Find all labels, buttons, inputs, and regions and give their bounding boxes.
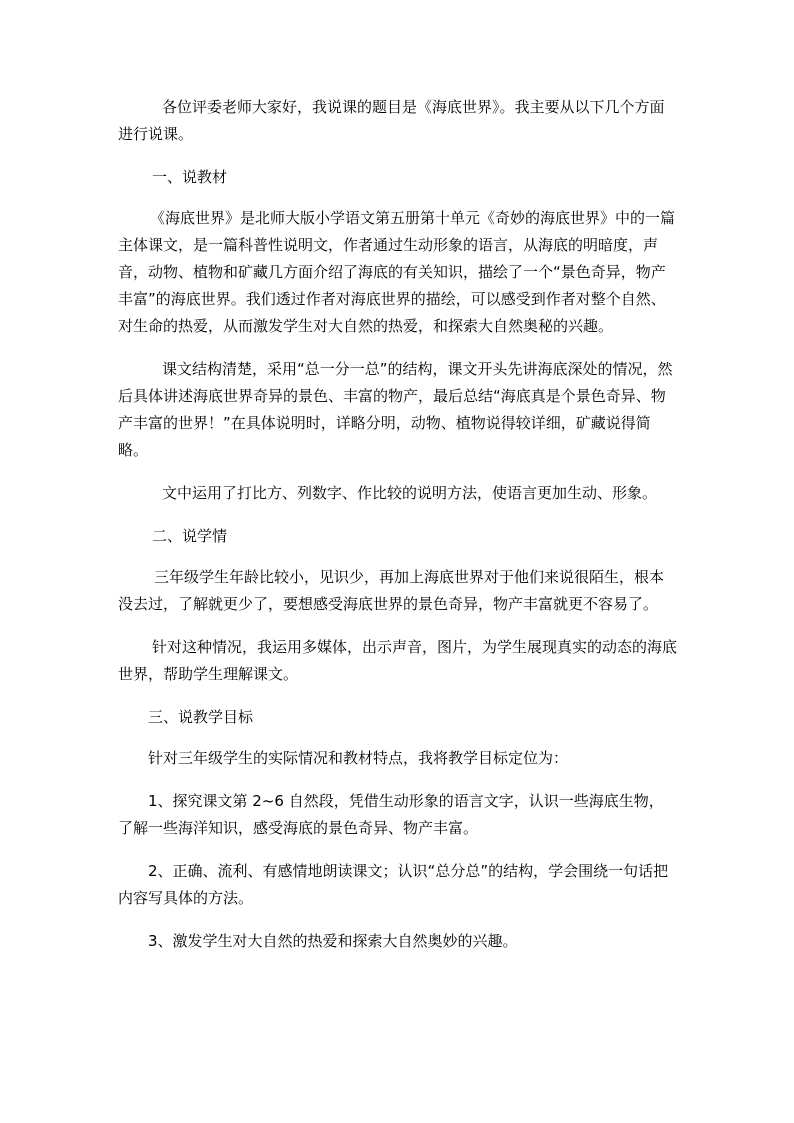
textbook-paragraph-1: 《海底世界》是北师大版小学语文第五册第十单元《奇妙的海底世界》中的一篇主体课文，是一篇科普性说明文，作者通过生动形象的语言，从海底的明暗度，声音，动物、植物和矿藏几方面介绍了海底的有关知识，描绘了一个“景色奇异，物产丰富”的海底世界。我们透过作者对海底世界的描绘，可以感受到作者对整个自然、对生命的热爱，从而激发学生对大自然的热爱，和探索大自然奥秘的兴趣。 <box>118 209 676 335</box>
document-body <box>118 94 678 971</box>
objective-item-1: 1、探究课文第 2~6 自然段，凭借生动形象的语言文字，认识一些海底生物，了解一些海洋知识，感受海底的景色奇异、物产丰富。 <box>118 792 664 837</box>
objective-item-2: 2、正确、流利、有感情地朗读课文；认识“总分总”的结构，学会围绕一句话把内容写具体的方法。 <box>118 862 669 907</box>
textbook-paragraph-2: 课文结构清楚，采用“总一分一总”的结构，课文开头先讲海底深处的情况，然后具体讲述海底世界奇异的景色、丰富的物产，最后总结“海底真是个景色奇异、物产丰富的世界！”在具体说明时，详略分明，动物、植物说得较详细，矿藏说得简略。 <box>118 360 673 459</box>
objective-item-3: 3、激发学生对大自然的热爱和探索大自然奥妙的兴趣。 <box>148 932 518 950</box>
textbook-paragraph-3: 文中运用了打比方、列数字、作比较的说明方法，使语言更加生动、形象。 <box>162 484 658 502</box>
section-heading-textbook: 一、说教材 <box>152 168 228 186</box>
students-paragraph-1: 三年级学生年龄比较小，见识少，再加上海底世界对于他们来说很陌生，根本没去过，了解就更少了，要想感受海底世界的景色奇异，物产丰富就更不容易了。 <box>118 568 665 613</box>
section-heading-objectives: 三、说教学目标 <box>148 708 254 726</box>
section-heading-students: 二、说学情 <box>152 527 228 545</box>
objectives-intro: 针对三年级学生的实际情况和教材特点，我将教学目标定位为： <box>148 749 569 767</box>
intro-paragraph: 各位评委老师大家好，我说课的题目是《海底世界》。我主要从以下几个方面进行说课。 <box>118 98 665 143</box>
students-paragraph-2: 针对这种情况，我运用多媒体，出示声音，图片，为学生展现真实的动态的海底世界，帮助学生理解课文。 <box>118 638 678 683</box>
